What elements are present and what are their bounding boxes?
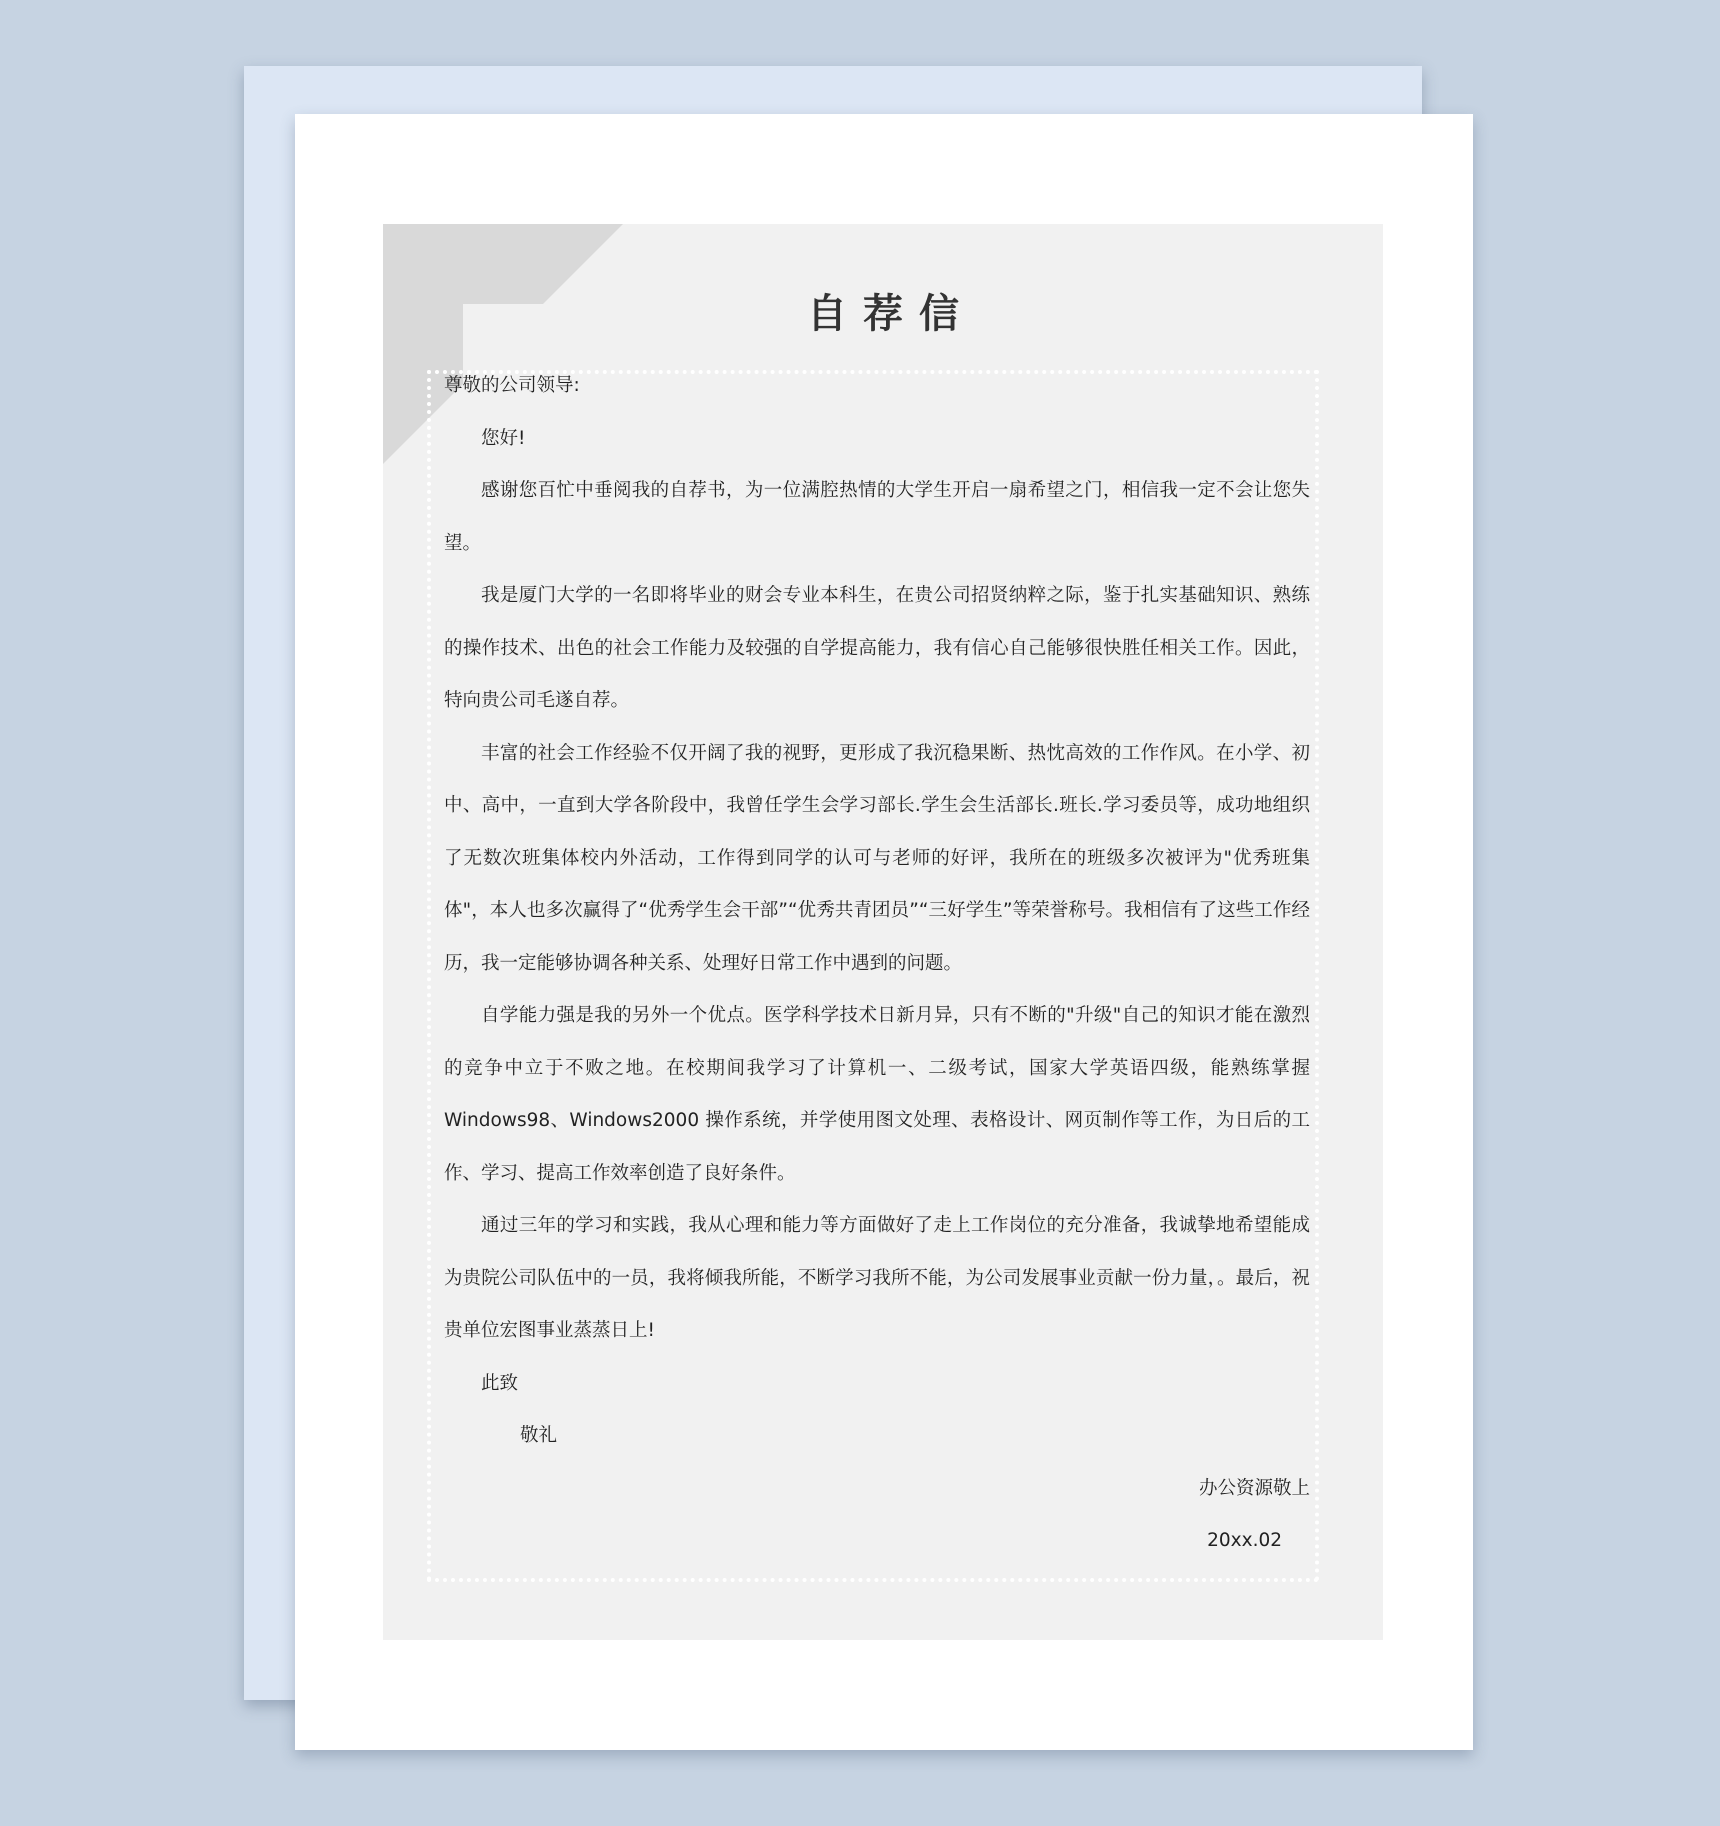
front-paper-sheet: [295, 114, 1473, 1750]
letter-title: 自荐信: [807, 291, 975, 337]
regards: 敬礼: [520, 1425, 558, 1446]
paragraph-5: 通过三年的学习和实践，我从心理和能力等方面做好了走上工作岗位的充分准备，我诚挚地希望能成为贵院公司队伍中的一员，我将倾我所能，不断学习我所不能，为公司发展事业贡献一份力量，。最后，祝贵单位宏图事业蒸蒸日上!: [444, 1215, 1310, 1341]
paragraph-2: 我是厦门大学的一名即将毕业的财会专业本科生，在贵公司招贤纳粹之际，鉴于扎实基础知识、熟练的操作技术、出色的社会工作能力及较强的自学提高能力，我有信心自己能够很快胜任相关工作。因此，特向贵公司毛遂自荐。: [444, 585, 1310, 711]
greeting: 您好!: [481, 427, 526, 449]
closing: 此致: [481, 1372, 519, 1394]
paragraph-4: 自学能力强是我的另外一个优点。医学科学技术日新月异，只有不断的"升级"自己的知识才能在激烈的竞争中立于不败之地。在校期间我学习了计算机一、二级考试，国家大学英语四级，能熟练掌握 Windows98、Windows2000 操作系统，并学使用图文处理、表格设计、网页制作等工作，为日后的工作、学习、提高工作效率创造了良好条件。: [444, 1005, 1310, 1184]
salutation: 尊敬的公司领导:: [444, 375, 580, 396]
paragraph-3: 丰富的社会工作经验不仅开阔了我的视野，更形成了我沉稳果断、热忱高效的工作作风。在小学、初中、高中，一直到大学各阶段中，我曾任学生会学习部长.学生会生活部长.班长.学习委员等，成功地组织了无数次班集体校内外活动，工作得到同学的认可与老师的好评，我所在的班级多次被评为"优秀班集体"，本人也多次赢得了“优秀学生会干部”“优秀共青团员”“三好学生”等荣誉称号。我相信有了这些工作经历，我一定能够协调各种关系、处理好日常工作中遇到的问题。: [444, 742, 1310, 974]
paragraph-1: 感谢您百忙中垂阅我的自荐书，为一位满腔热情的大学生开启一扇希望之门，相信我一定不会让您失望。: [444, 480, 1310, 554]
letter-panel: [383, 224, 1383, 1640]
date: 20xx.02: [1207, 1530, 1282, 1551]
signature: 办公资源敬上: [1198, 1477, 1310, 1499]
letter-body: [444, 360, 1310, 1568]
